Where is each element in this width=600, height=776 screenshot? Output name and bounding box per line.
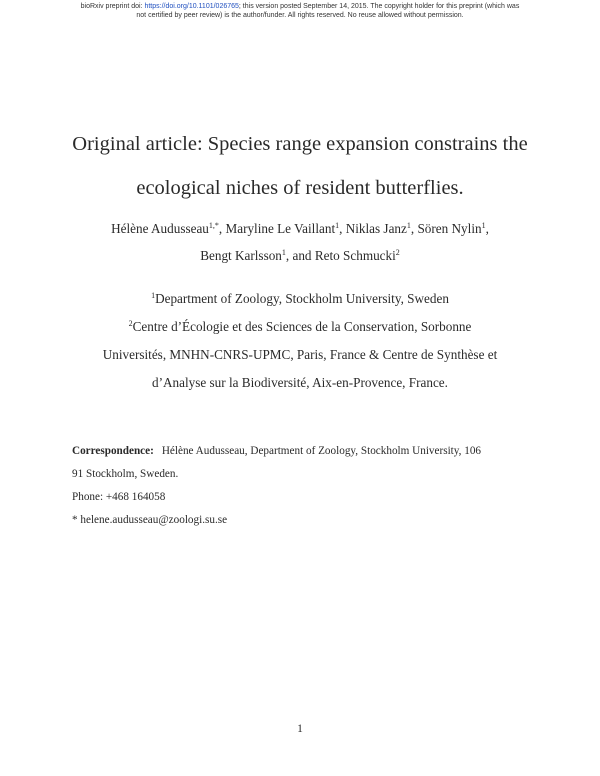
author-affiliation-marker: 1 xyxy=(281,248,286,257)
affiliation-marker: 2 xyxy=(128,319,133,328)
author-separator: , xyxy=(218,221,226,236)
author-name: Niklas Janz xyxy=(345,221,407,236)
correspondence-email[interactable]: * helene.audusseau@zoologi.su.se xyxy=(72,514,228,526)
author-separator: , xyxy=(339,221,346,236)
doi-link[interactable]: https://doi.org/10.1101/026765 xyxy=(144,3,239,10)
affiliation-2-line-1 xyxy=(40,313,560,341)
author-line-1 xyxy=(40,215,560,242)
affiliation-1 xyxy=(40,285,560,313)
author-list xyxy=(40,215,560,269)
correspondence-phone: Phone: +468 164058 xyxy=(72,491,166,503)
affiliation-2-line-3: d’Analyse sur la Biodiversité, Aix-en-Provence, France. xyxy=(152,375,448,390)
author-affiliation-marker: 1 xyxy=(481,221,486,230)
correspondence-block xyxy=(72,440,532,532)
author-name: Hélène Audusseau xyxy=(111,221,209,236)
author-separator: , and xyxy=(285,248,315,263)
author-name: Reto Schmucki xyxy=(314,248,396,263)
affiliation-list xyxy=(40,285,560,397)
page-number: 1 xyxy=(297,723,303,735)
author-affiliation-marker: 1,* xyxy=(208,221,219,230)
correspondence-line-2: 91 Stockholm, Sweden. xyxy=(72,468,179,480)
paper-title xyxy=(30,122,570,210)
affiliation-2-line-2: Universités, MNHN-CNRS-UPMC, Paris, France & Centre de Synthèse et xyxy=(102,347,498,362)
correspondence-line-1 xyxy=(72,440,532,463)
author-name: Maryline Le Vaillant xyxy=(225,221,336,236)
correspondence-label: Correspondence: xyxy=(72,445,154,457)
affiliation-2 xyxy=(40,313,560,397)
author-affiliation-marker: 1 xyxy=(335,221,340,230)
author-separator: , xyxy=(410,221,418,236)
title-line-2: ecological niches of resident butterflies. xyxy=(136,177,464,199)
author-affiliation-marker: 2 xyxy=(395,248,400,257)
header-line-2: not certified by peer review) is the author/funder. All rights reserved. No reuse allowed without permission. xyxy=(136,12,464,19)
title-line-1: Original article: Species range expansion constrains the xyxy=(72,133,528,155)
author-separator: , xyxy=(485,221,489,236)
author-name: Sören Nylin xyxy=(417,221,482,236)
header-suffix: ; this version posted September 14, 2015. The copyright holder for this preprint (which was xyxy=(238,3,520,10)
affiliation-marker: 1 xyxy=(151,291,156,300)
author-line-2 xyxy=(40,242,560,269)
affiliation-text: Centre d’Écologie et des Sciences de la Conservation, Sorbonne xyxy=(132,319,472,334)
preprint-header xyxy=(10,2,590,20)
author-name: Bengt Karlsson xyxy=(200,248,282,263)
affiliation-text: Department of Zoology, Stockholm University, Sweden xyxy=(155,291,449,306)
correspondence-address: Hélène Audusseau, Department of Zoology, Stockholm University, 106 xyxy=(161,445,482,457)
author-affiliation-marker: 1 xyxy=(406,221,411,230)
header-prefix: bioRxiv preprint doi: xyxy=(80,3,145,10)
